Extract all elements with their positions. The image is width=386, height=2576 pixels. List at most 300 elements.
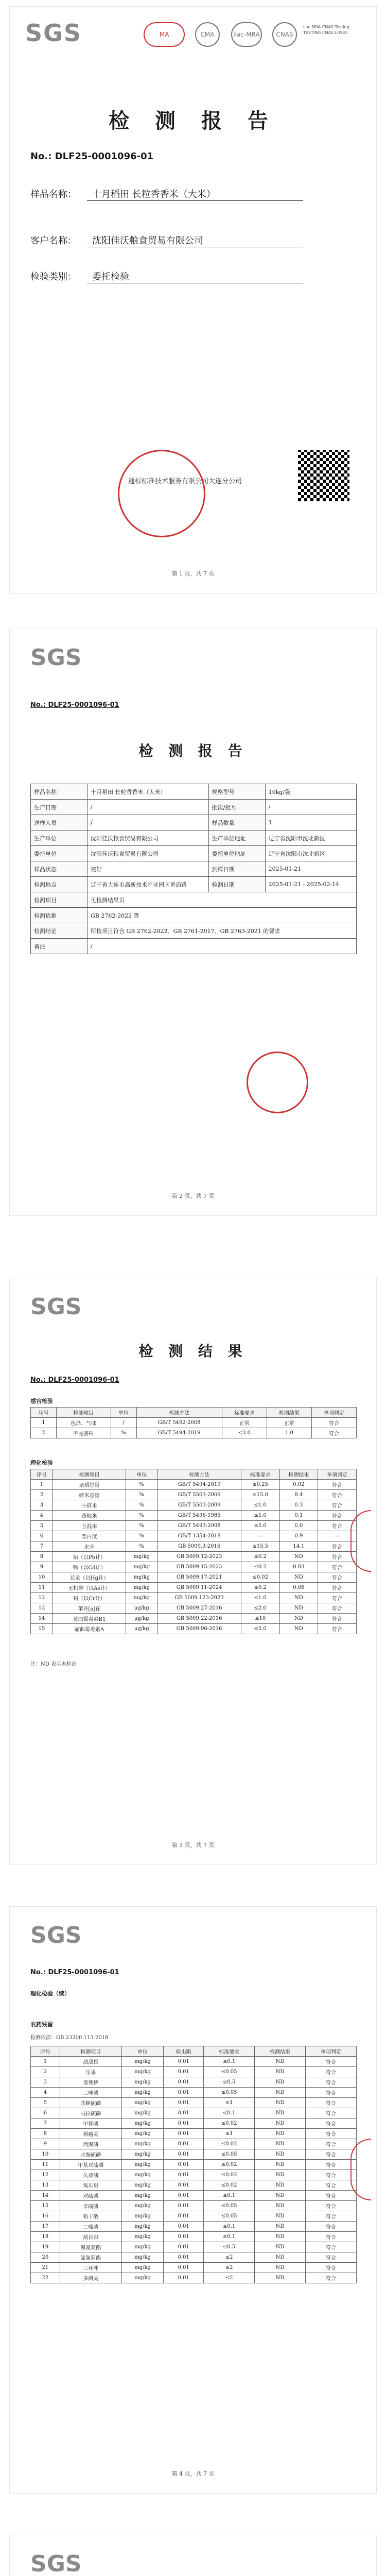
column-header: 标准要求 [241, 1469, 279, 1480]
table-cell: ND [255, 2263, 306, 2273]
table-cell: ≤2 [204, 2252, 255, 2263]
table-cell: ND [255, 2222, 306, 2232]
table-cell: 1 [31, 1480, 53, 1490]
table-cell: 4 [31, 1511, 53, 1521]
table-cell: ND [279, 1552, 318, 1562]
table-row [31, 1624, 357, 1634]
table-cell: mg/kg [121, 2222, 164, 2232]
column-header: 单位 [111, 1408, 136, 1418]
table-cell: 0.01 [164, 2263, 204, 2273]
page-footer: 第 1 页，共 7 页 [171, 570, 215, 577]
table-cell: 对硫磷 [60, 2191, 121, 2201]
table-cell: ND [255, 2108, 306, 2119]
qr-code-icon [298, 450, 349, 501]
table-cell: 7 [31, 2119, 60, 2129]
table-cell: ≤0.05 [204, 2149, 255, 2160]
table-cell: ≤0.1 [204, 2191, 255, 2201]
cell-value: 2025-01-21 [265, 861, 356, 877]
cma-badge: CMA [195, 22, 220, 47]
cell-key: 生产单位 [31, 831, 87, 846]
table-cell: 符合 [306, 2222, 357, 2232]
table-cell: mg/kg [121, 2180, 164, 2191]
table-cell: 0.01 [164, 2180, 204, 2191]
table-row [31, 1552, 357, 1562]
table-cell: % [126, 1521, 157, 1531]
table-row [31, 2088, 357, 2098]
table-cell: 0.01 [164, 2077, 204, 2088]
table-cell: 14 [31, 1614, 53, 1624]
table-cell: ND [279, 1593, 318, 1603]
cell-value: 所检项目符合 GB 2762-2022、GB 2761-2017、GB 2763-2021 的要求 [87, 923, 357, 939]
category-label: 检验类别： [30, 272, 77, 282]
table-row [31, 815, 357, 831]
page-footer: 第 3 页，共 7 页 [171, 1842, 215, 1849]
client-label: 客户名称： [30, 235, 77, 246]
table-cell: GB 5009.15-2023 [157, 1562, 241, 1572]
table-cell: mg/kg [121, 2232, 164, 2242]
note: 注：ND 表示未检出 [30, 1662, 77, 1667]
table-cell: ≤2 [204, 2273, 255, 2283]
table-cell: ≤0.05 [204, 2088, 255, 2098]
table-cell: mg/kg [121, 2139, 164, 2149]
cell-key: 批次/批号 [208, 800, 265, 815]
table-cell: GB 5009.3-2016 [157, 1541, 241, 1552]
page-footer: 第 2 页，共 7 页 [171, 1193, 215, 1199]
cell-key: 委托单位 [31, 846, 87, 861]
table-cell: mg/kg [121, 2273, 164, 2283]
table-cell: GB/T 5503-2009 [157, 1500, 241, 1511]
table-row [31, 2211, 357, 2222]
section-b: 农药残留 [30, 2021, 53, 2028]
table-cell: 21 [31, 2263, 60, 2273]
table-row [31, 2129, 357, 2139]
table-cell: 符合 [318, 1521, 357, 1531]
section-physchem: 理化检验 [30, 1460, 53, 1466]
table-cell: 符合 [306, 2191, 357, 2201]
cell-value: GB 2762-2022 等 [87, 908, 357, 923]
client-field [30, 233, 360, 247]
table-cell: 0.01 [164, 2191, 204, 2201]
table-row [31, 2077, 357, 2088]
table-cell: 0.01 [164, 2139, 204, 2149]
table-cell: 符合 [306, 2149, 357, 2160]
table-cell: mg/kg [121, 2263, 164, 2273]
table-cell: 18 [31, 2232, 60, 2242]
table-cell: — [318, 1531, 357, 1541]
table-cell: 小碎米 [52, 1500, 126, 1511]
table-cell: 符合 [318, 1603, 357, 1614]
table-cell: ND [255, 2273, 306, 2283]
table-cell: 0.02 [279, 1480, 318, 1490]
table-cell: 0.01 [164, 2222, 204, 2232]
table-cell: 符合 [306, 2263, 357, 2273]
table-cell: 符合 [306, 2067, 357, 2077]
table-cell: 0.1 [279, 1511, 318, 1521]
table-cell: 0.01 [164, 2067, 204, 2077]
table-cell: 13 [31, 2180, 60, 2191]
table-cell: 2 [31, 1428, 57, 1438]
ma-badge: MA [144, 22, 185, 47]
physchem-table [30, 1469, 357, 1634]
table-cell: mg/kg [126, 1593, 157, 1603]
info-table [30, 784, 357, 954]
table-cell: GB/T 5503-2009 [157, 1490, 241, 1500]
logo-row [25, 19, 361, 50]
table-cell: mg/kg [121, 2160, 164, 2170]
category-value: 委托检验 [87, 269, 303, 283]
page-seal-icon [350, 2139, 371, 2200]
cell-value: 沈阳佳沃粮食贸易有限公司 [87, 846, 209, 861]
table-cell: 0.01 [164, 2170, 204, 2180]
table-cell: 10 [31, 1572, 53, 1583]
table-row [31, 1511, 357, 1521]
table-cell: 符合 [306, 2119, 357, 2129]
table-cell: 氧乐果 [60, 2180, 121, 2191]
sample-name-label: 样品名称： [30, 189, 77, 200]
table-cell: 12 [31, 1593, 53, 1603]
table-cell: ND [255, 2149, 306, 2160]
page-footer: 第 4 页，共 7 页 [171, 2470, 215, 2477]
table-cell: ≤1 [204, 2129, 255, 2139]
table-cell: 2 [31, 2067, 60, 2077]
table-cell: ND [279, 1614, 318, 1624]
table-cell: 水胺硫磷 [60, 2149, 121, 2160]
table-cell: 0.06 [279, 1583, 318, 1593]
page-seal-icon [350, 1510, 371, 1572]
table-cell: ND [255, 2180, 306, 2191]
table-cell: 14 [31, 2191, 60, 2201]
table-cell: 符合 [318, 1552, 357, 1562]
cell-value: 辽宁省大连市高新技术产业园区黄浦路 [87, 877, 209, 892]
table-cell: 符合 [306, 2108, 357, 2119]
table-cell: 5 [31, 2098, 60, 2108]
table-cell: 1 [31, 1418, 57, 1428]
sgs-logo: SGS [30, 645, 82, 671]
column-header: 检测项目 [56, 1408, 111, 1418]
standard-note: 检测依据：GB 23200.113-2018 [30, 2035, 109, 2041]
table-cell: GB 5009.96-2016 [157, 1624, 241, 1634]
table-cell: 水分 [52, 1541, 126, 1552]
table-cell: ≤0.2 [241, 1583, 279, 1593]
cell-value: / [87, 939, 357, 954]
column-header: 检测项目 [60, 2046, 121, 2057]
table-cell: GB/T 5494-2019 [157, 1480, 241, 1490]
table-cell: 1 [31, 2057, 60, 2067]
table-cell: 符合 [311, 1428, 356, 1438]
table-cell: ND [255, 2119, 306, 2129]
pesticide-table [30, 2046, 357, 2283]
column-header: 单位 [121, 2046, 164, 2057]
column-header: 标准要求 [222, 1408, 267, 1418]
table-row [31, 1480, 357, 1490]
report-number: No.: DLF25-0001096-01 [30, 151, 154, 162]
table-row [31, 2222, 357, 2232]
table-row [31, 1603, 357, 1614]
table-cell: 符合 [306, 2170, 357, 2180]
sample-name-field [30, 187, 360, 201]
cell-key: 委托单位地址 [208, 846, 265, 861]
table-cell: ≤3.0 [222, 1428, 267, 1438]
cell-key: 检测日期 [208, 877, 265, 892]
table-cell: ≤0.02 [204, 2119, 255, 2129]
table-cell: 符合 [306, 2129, 357, 2139]
table-cell: 0.01 [164, 2129, 204, 2139]
table-cell: ≤0.1 [204, 2057, 255, 2067]
table-cell: ≤5.0 [241, 1521, 279, 1531]
table-row [31, 784, 357, 800]
pesticide-page-2 [9, 2535, 377, 2576]
cnas-badge: CNAS [272, 22, 297, 47]
table-cell: 5 [31, 1521, 53, 1531]
table-row [31, 2180, 357, 2191]
table-cell: mg/kg [121, 2191, 164, 2201]
table-cell: 11 [31, 1583, 53, 1593]
report-number: No.: DLF25-0001096-01 [30, 1969, 119, 1976]
table-cell: mg/kg [121, 2077, 164, 2088]
table-row [31, 2160, 357, 2170]
table-cell: 溴氰菊酯 [60, 2242, 121, 2252]
table-row [31, 908, 357, 923]
table-cell: 毒死蜱 [60, 2077, 121, 2088]
pesticide-page-1 [9, 1906, 377, 2494]
table-cell: 14.1 [279, 1541, 318, 1552]
table-row [31, 2067, 357, 2077]
table-cell: GB 5009.11-2024 [157, 1583, 241, 1593]
table-cell: 0.03 [279, 1562, 318, 1572]
table-cell: ≤0.2 [241, 1562, 279, 1572]
table-cell: 0.01 [164, 2057, 204, 2067]
table-row [31, 2098, 357, 2108]
table-cell: 9 [31, 2139, 60, 2149]
table-cell: ≤5.0 [241, 1624, 279, 1634]
sgs-logo: SGS [30, 1922, 82, 1948]
table-cell: 符合 [318, 1562, 357, 1572]
cnas-text: ilac-MRA CNAS Testing TESTING CNAS L0583 [303, 25, 349, 35]
table-row [31, 1562, 357, 1572]
table-cell: 符合 [311, 1418, 356, 1428]
table-cell: 0.0 [279, 1521, 318, 1531]
table-cell: mg/kg [121, 2129, 164, 2139]
table-cell: 符合 [306, 2252, 357, 2263]
cell-key: 生产单位地址 [208, 831, 265, 846]
info-page [9, 629, 377, 1216]
table-cell: 符合 [318, 1511, 357, 1521]
table-cell: mg/kg [126, 1552, 157, 1562]
table-cell: GB 5009.17-2021 [157, 1572, 241, 1583]
table-cell: GB 5009.27-2016 [157, 1603, 241, 1614]
table-cell: μg/kg [126, 1603, 157, 1614]
column-header: 检出限 [164, 2046, 204, 2057]
table-cell: % [126, 1531, 157, 1541]
cell-key: 样品名称 [31, 784, 87, 800]
table-cell: 17 [31, 2222, 60, 2232]
cell-value: 完好 [87, 861, 209, 877]
cover-title: 检 测 报 告 [109, 109, 277, 133]
table-cell: 杀螟硫磷 [60, 2098, 121, 2108]
table-cell: 正常 [222, 1418, 267, 1428]
table-cell: 符合 [318, 1614, 357, 1624]
table-row [31, 1428, 357, 1438]
table-cell: ≤0.02 [241, 1572, 279, 1583]
table-row [31, 2232, 357, 2242]
section-sensory: 感官检验 [30, 1398, 53, 1404]
table-cell: / [111, 1418, 136, 1428]
table-cell: ≤1.0 [241, 1511, 279, 1521]
table-cell: ≤10 [241, 1614, 279, 1624]
table-cell: mg/kg [121, 2098, 164, 2108]
table-cell: GB 5009.12-2023 [157, 1552, 241, 1562]
table-cell: 镉（以Cd计） [52, 1562, 126, 1572]
table-row [31, 2242, 357, 2252]
table-cell: 符合 [306, 2139, 357, 2149]
table-cell: mg/kg [121, 2170, 164, 2180]
table-row [31, 1614, 357, 1624]
table-row [31, 846, 357, 861]
table-cell: mg/kg [121, 2088, 164, 2098]
table-cell: % [111, 1428, 136, 1438]
client-value: 沈阳佳沃粮食贸易有限公司 [87, 233, 303, 247]
table-cell: 黄粒米 [52, 1511, 126, 1521]
table-cell: 19 [31, 2242, 60, 2252]
cell-value: 沈阳佳沃粮食贸易有限公司 [87, 831, 209, 846]
table-cell: ND [255, 2201, 306, 2211]
table-cell: ≤0.25 [241, 1480, 279, 1490]
table-cell: μg/kg [126, 1624, 157, 1634]
table-cell: ND [255, 2160, 306, 2170]
table-row [31, 1500, 357, 1511]
cell-key: 检测项目 [31, 892, 87, 908]
column-header: 单项判定 [311, 1408, 356, 1418]
table-cell: 0.01 [164, 2242, 204, 2252]
table-cell: mg/kg [121, 2149, 164, 2160]
sgs-logo: SGS [30, 1294, 82, 1320]
table-cell: 0.01 [164, 2273, 204, 2283]
table-cell: 符合 [306, 2242, 357, 2252]
column-header: 单位 [126, 1469, 157, 1480]
cell-value: / [265, 800, 356, 815]
table-cell: ND [255, 2077, 306, 2088]
table-cell: 稻瘟灵 [60, 2129, 121, 2139]
table-cell: 符合 [318, 1572, 357, 1583]
column-header: 单项判定 [306, 2046, 357, 2057]
table-cell: mg/kg [121, 2201, 164, 2211]
table-cell: 20 [31, 2252, 60, 2263]
table-cell: GB/T 5493-2008 [157, 1521, 241, 1531]
table-cell: ≤0.02 [204, 2139, 255, 2149]
table-cell: ND [255, 2252, 306, 2263]
table-cell: ND [255, 2211, 306, 2222]
table-cell: ND [279, 1572, 318, 1583]
table-row [31, 831, 357, 846]
table-cell: GB/T 5492-2008 [136, 1418, 222, 1428]
table-cell: 11 [31, 2160, 60, 2170]
table-cell: mg/kg [121, 2211, 164, 2222]
column-header: 检测方法 [136, 1408, 222, 1418]
column-header: 序号 [31, 2046, 60, 2057]
table-cell: 符合 [318, 1541, 357, 1552]
table-cell: 稻丰散 [60, 2211, 121, 2222]
table-cell: mg/kg [121, 2252, 164, 2263]
table-cell: ≤2.0 [241, 1603, 279, 1614]
table-row [31, 800, 357, 815]
table-cell: 0.01 [164, 2232, 204, 2242]
column-header: 序号 [31, 1469, 53, 1480]
table-cell: % [126, 1511, 157, 1521]
table-cell: GB/T 5494-2019 [136, 1428, 222, 1438]
table-cell: 符合 [318, 1593, 357, 1603]
cell-value: 辽宁省沈阳市沈北新区 [265, 831, 356, 846]
table-cell: ≤0.2 [241, 1552, 279, 1562]
table-row [31, 861, 357, 877]
cell-key: 生产日期 [31, 800, 87, 815]
table-cell: 0.3 [279, 1500, 318, 1511]
table-cell: 0.01 [164, 2108, 204, 2119]
table-cell: 符合 [318, 1500, 357, 1511]
table-cell: ≤0.02 [204, 2160, 255, 2170]
cell-key: 样品数量 [208, 815, 265, 831]
table-cell: ND [255, 2191, 306, 2201]
table-row [31, 1541, 357, 1552]
table-cell: 0.01 [164, 2211, 204, 2222]
table-row [31, 1593, 357, 1603]
table-cell: 8.4 [279, 1490, 318, 1500]
table-cell: mg/kg [126, 1583, 157, 1593]
table-cell: ≤0.02 [204, 2170, 255, 2180]
table-row [31, 1490, 357, 1500]
table-cell: mg/kg [126, 1562, 157, 1572]
table-cell: μg/kg [126, 1614, 157, 1624]
table-cell: 3 [31, 2077, 60, 2088]
table-cell: 符合 [306, 2077, 357, 2088]
page-title: 检 测 结 果 [138, 1343, 248, 1360]
table-cell: ≤15.0 [241, 1490, 279, 1500]
table-cell: 铬（以Cr计） [52, 1593, 126, 1603]
table-cell: ≤1.0 [241, 1500, 279, 1511]
table-cell: 8 [31, 2129, 60, 2139]
ilac-badge: ilac-MRA [231, 22, 262, 47]
table-cell: 0.01 [164, 2088, 204, 2098]
column-header: 检测项目 [52, 1469, 126, 1480]
table-cell: ≤0.05 [204, 2201, 255, 2211]
sample-name-value: 十月稻田 长粒香香米（大米） [87, 187, 303, 201]
table-cell: 22 [31, 2273, 60, 2283]
official-seal-icon [247, 1052, 308, 1113]
table-cell: 杂质总量 [52, 1480, 126, 1490]
cell-key: 检测依据 [31, 908, 87, 923]
table-row [31, 2201, 357, 2211]
table-cell: 4 [31, 2088, 60, 2098]
table-cell: 16 [31, 2211, 60, 2222]
column-header: 检测结果 [255, 2046, 306, 2057]
table-cell: 0.01 [164, 2160, 204, 2170]
table-cell: 0.01 [164, 2149, 204, 2160]
table-cell: 赭曲霉毒素A [52, 1624, 126, 1634]
table-cell: ≤0.1 [204, 2108, 255, 2119]
sgs-logo: SGS [30, 2551, 82, 2576]
table-cell: 二嗪磷 [60, 2222, 121, 2232]
table-cell: ≤1.0 [241, 1593, 279, 1603]
table-cell: 不完善粒 [56, 1428, 111, 1438]
table-cell: ≤0.1 [204, 2232, 255, 2242]
table-cell: 色泽、气味 [56, 1418, 111, 1428]
table-cell: 无机砷（以As计） [52, 1583, 126, 1593]
cell-key: 备注 [31, 939, 87, 954]
table-cell: ≤0.02 [204, 2180, 255, 2191]
table-cell: 8 [31, 1552, 53, 1562]
table-cell: mg/kg [121, 2067, 164, 2077]
table-cell: 6 [31, 1531, 53, 1541]
column-header: 检测结果 [267, 1408, 311, 1418]
